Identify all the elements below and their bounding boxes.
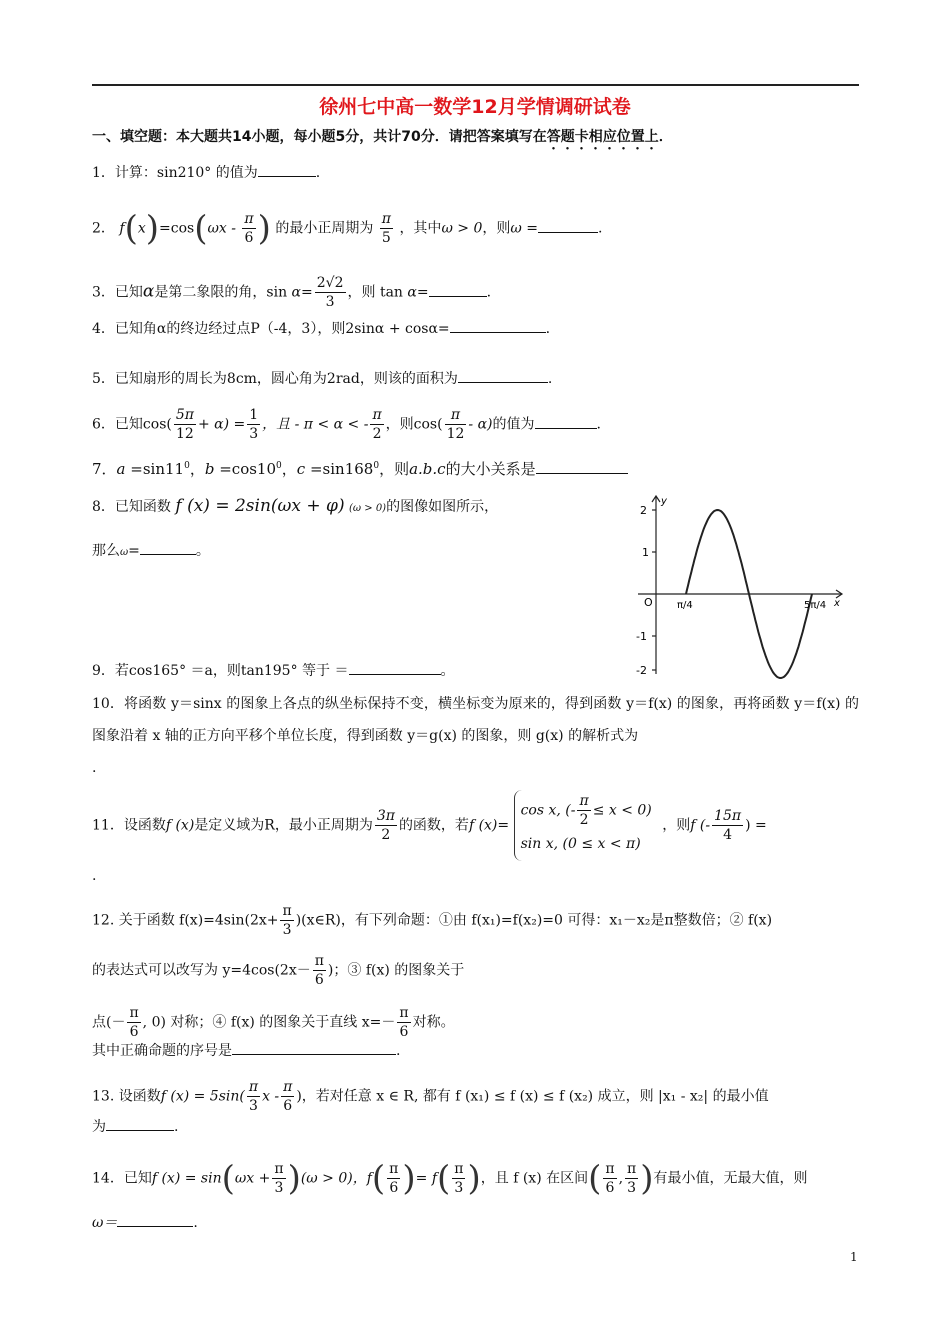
answer-blank-14[interactable] <box>117 1212 193 1227</box>
question-12-line3: 点(－ $\frac{\pi}{6}$ , 0) 对称；④ f(x) 的图象关于直线 x=－ $\frac{\pi}{6}$ 对称。 <box>92 1005 455 1040</box>
y-tick-2: 2 <box>640 504 647 517</box>
answer-blank-9[interactable] <box>349 660 441 675</box>
origin-label: O <box>644 596 653 609</box>
page-number: 1 <box>850 1250 858 1264</box>
question-7: 7．$a =\sin 11^0$，$b =\cos 10^0$，$c =\sin 168^0$，则a.b.c的大小关系是 <box>92 456 628 479</box>
y-axis-label: y <box>661 496 667 507</box>
page-title: 徐州七中高一数学12月学情调研试卷 <box>319 96 631 118</box>
answer-blank-1[interactable] <box>258 162 316 177</box>
question-2: 2． f(x)=cos(ωx - $\frac{\pi}{6}$ ) 的最小正周期为 $\frac{\pi}{5}$ ，其中ω > 0，则ω = . <box>92 208 603 249</box>
top-rule <box>92 84 859 86</box>
question-14: 14．已知f (x) = sin(ωx + $\frac{\pi}{3}$ )(ω > 0)，f( $\frac{\pi}{6}$ )= f( $\frac{\pi}{3}$ )，且 f (x) 在区间( $\frac{\pi}{6}$ , $\frac{\pi}{3}$ )有最小值，无最大值，则 <box>92 1158 808 1199</box>
x-tick-pi-4: π/4 <box>677 600 693 611</box>
y-tick-neg1: -1 <box>636 630 647 643</box>
y-tick-neg2: -2 <box>636 664 647 677</box>
answer-blank-8[interactable] <box>140 540 196 555</box>
question-6: 6．已知cos( $\frac{5\pi}{12}$ + α) = $\frac{1}{3}$ ，且 - π < α < - $\frac{\pi}{2}$ ，则cos( $\frac{\pi}{12}$ - α)的值为 . <box>92 407 601 442</box>
answer-blank-12[interactable] <box>232 1040 396 1055</box>
question-9: 9．若cos165° ＝a，则tan195° 等于 ＝ 。 <box>92 660 455 681</box>
question-12-line4: 其中正确命题的序号是 . <box>92 1040 400 1061</box>
question-3: 3．已知α是第二象限的角，sin α= $\frac{2√2}{3}$ ，则 tan α= . <box>92 275 492 310</box>
answer-blank-3[interactable] <box>429 282 487 297</box>
question-4: 4．已知角α的终边经过点P（-4，3），则2sinα + cosα= . <box>92 318 550 339</box>
question-11-end: . <box>92 868 97 884</box>
question-12-line2: 的表达式可以改写为 y=4cos(2x－ $\frac{\pi}{6}$ )；③ f(x) 的图象关于 <box>92 953 465 988</box>
answer-blank-5[interactable] <box>458 368 548 383</box>
answer-blank-7[interactable] <box>536 459 628 474</box>
x-tick-5pi-4: 5π/4 <box>804 600 827 611</box>
answer-blank-13[interactable] <box>106 1116 174 1131</box>
question-14-line2: ω＝ . <box>92 1212 198 1233</box>
question-13-line2: 为 . <box>92 1116 178 1137</box>
answer-blank-2[interactable] <box>538 218 598 233</box>
x-axis-label: x <box>834 598 840 609</box>
section-heading: 一、填空题：本大题共14小题，每小题5分，共计70分．请把答案填写在答题卡相应位置上． <box>92 129 673 145</box>
question-5: 5．已知扇形的周长为8cm，圆心角为2rad，则该的面积为 . <box>92 368 552 389</box>
answer-blank-6[interactable] <box>535 414 597 429</box>
question-12-line1: 12. 关于函数 f(x)=4sin(2x+ $\frac{\pi}{3}$ )(x∈R)，有下列命题：①由 f(x₁)=f(x₂)=0 可得：x₁－x₂是π整数倍；② f(x) <box>92 903 773 938</box>
question-11: 11．设函数f (x)是定义域为R，最小正周期为 $\frac{3\pi}{2}$ 的函数，若f (x)= cos x, (- $\frac{\pi}{2}$ ≤ x < 0) sin x, (0 ≤ x < π) ，则f (- $\frac{15\pi}{4}$ ) = <box>92 790 767 861</box>
piecewise-brace: cos x, (- $\frac{\pi}{2}$ ≤ x < 0) sin x, (0 ≤ x < π) <box>514 790 658 861</box>
question-13: 13. 设函数f (x) = 5sin( $\frac{\pi}{3}$ x - $\frac{\pi}{6}$ )，若对任意 x ∈ R, 都有 f (x₁) ≤ f (x) ≤ f (x₂) 成立，则 |x₁ - x₂| 的最小值 <box>92 1079 769 1114</box>
question-10: 10．将函数 y＝sinx 的图象上各点的纵坐标保持不变，横坐标变为原来的，得到函数 y＝f(x) 的图象，再将函数 y＝f(x) 的图象沿着 x 轴的正方向平移个单位长度，得到函数 y＝g(x) 的图象，则 g(x) 的解析式为 . <box>92 696 859 776</box>
y-tick-1: 1 <box>642 546 649 559</box>
question-8: 8．已知函数 f (x) = 2sin(ωx + φ) (ω > 0)的图像如图所示， <box>92 496 499 516</box>
question-8-line2: 那么ω= 。 <box>92 540 210 563</box>
sine-graph <box>630 490 850 680</box>
answer-blank-4[interactable] <box>450 318 546 333</box>
question-1: 1．计算：sin210° 的值为 . <box>92 162 320 183</box>
